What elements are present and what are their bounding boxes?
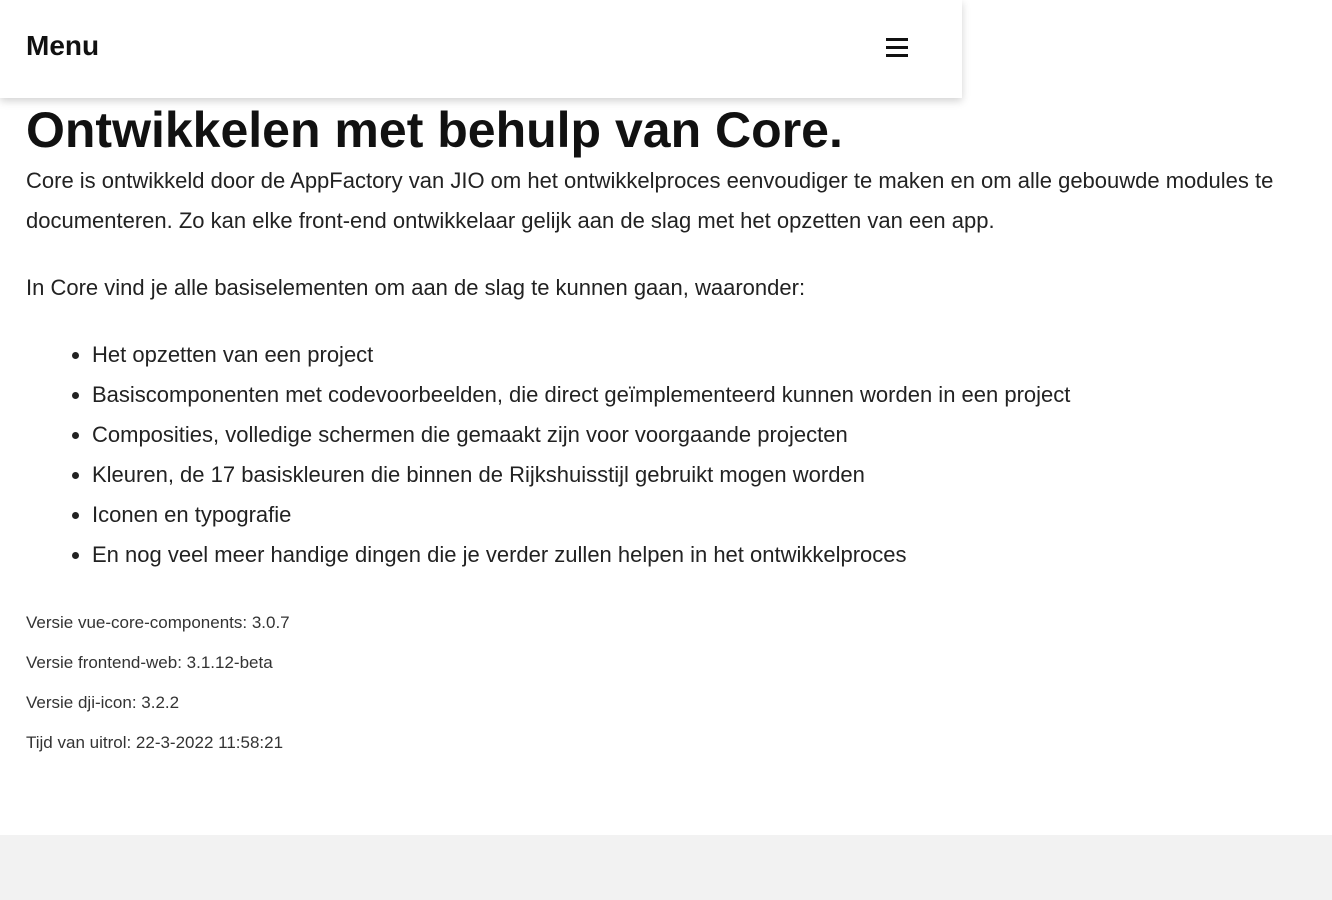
hamburger-icon[interactable] (886, 38, 908, 60)
feature-list (66, 335, 1070, 575)
list-item: • En nog veel meer handige dingen die je verder zullen helpen in het ontwikkelproces (92, 535, 1070, 575)
list-item: • Het opzetten van een project (92, 335, 1070, 375)
version-frontend-web: Versie frontend-web: 3.1.12-beta (26, 653, 273, 672)
menu-label[interactable]: Menu (26, 30, 100, 61)
deploy-time: Tijd van uitrol: 22-3-2022 11:58:21 (26, 733, 284, 752)
footer (0, 835, 1332, 900)
version-vue-core-components: Versie vue-core-components: 3.0.7 (26, 613, 290, 632)
list-item: • Composities, volledige schermen die gemaakt zijn voor voorgaande projecten (92, 415, 1070, 455)
menu-bar (0, 0, 962, 98)
page-title: Ontwikkelen met behulp van Core. (26, 102, 843, 158)
list-intro: In Core vind je alle basiselementen om aan de slag te kunnen gaan, waaronder: (26, 275, 806, 300)
list-item: • Kleuren, de 17 basiskleuren die binnen de Rijkshuisstijl gebruikt mogen worden (92, 455, 1070, 495)
version-dji-icon: Versie dji-icon: 3.2.2 (26, 693, 180, 712)
intro-text-line1: Core is ontwikkeld door de AppFactory van JIO om het ontwikkelproces eenvoudiger te maken en om alle gebouwde modules te (26, 168, 1274, 193)
intro-text-line2: documenteren. Zo kan elke front-end ontwikkelaar gelijk aan de slag met het opzetten van een app. (26, 208, 995, 233)
list-item: • Basiscomponenten met codevoorbeelden, die direct geïmplementeerd kunnen worden in een project (92, 375, 1070, 415)
list-item: • Iconen en typografie (92, 495, 1070, 535)
